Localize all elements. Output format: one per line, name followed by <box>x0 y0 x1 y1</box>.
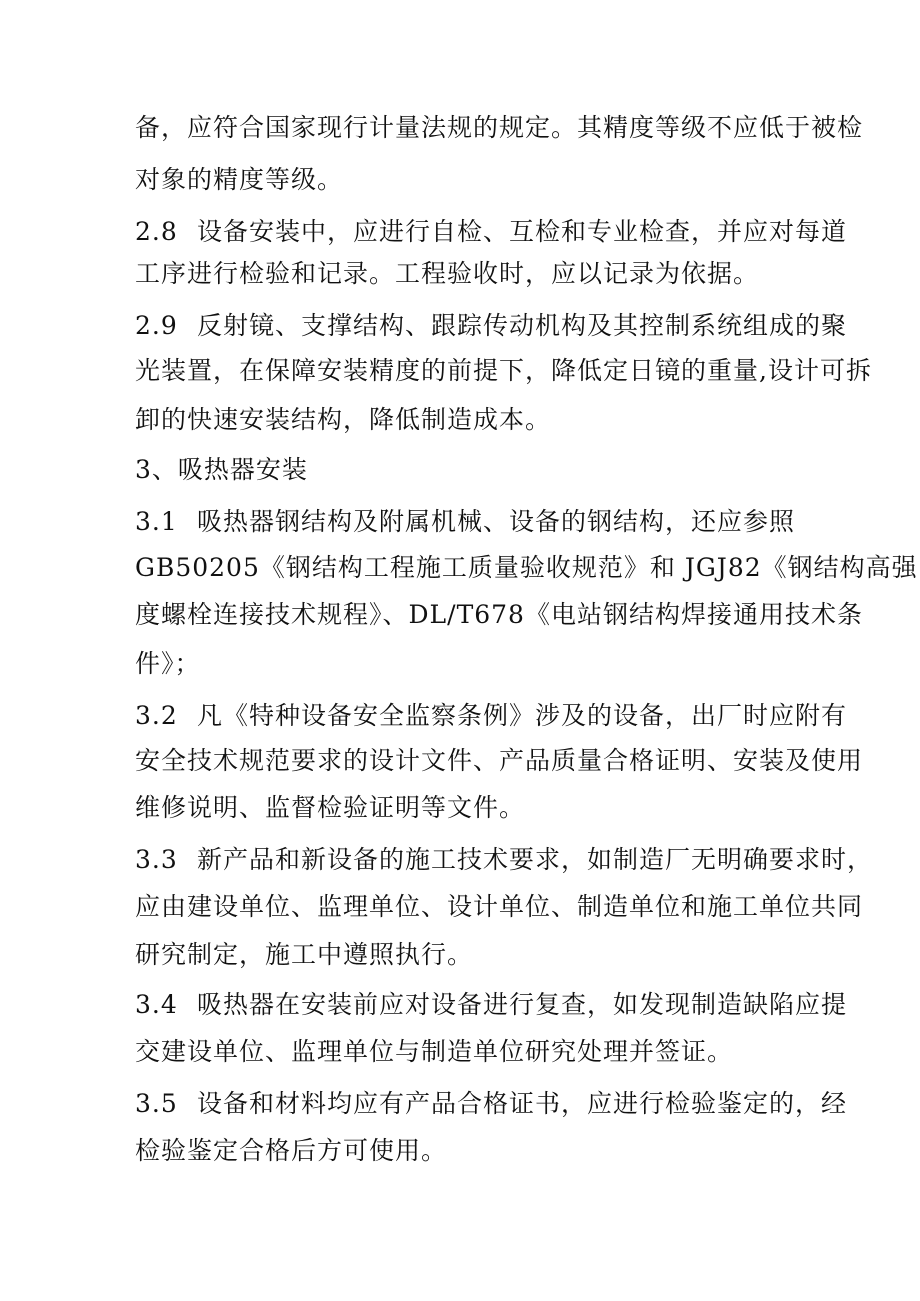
clause-line <box>135 502 795 542</box>
text-line <box>135 935 795 975</box>
clause-number: 3.2 <box>135 701 178 730</box>
line-text: 设备和材料均应有产品合格证书，应进行检验鉴定的，经 <box>197 1089 848 1118</box>
line-text: 应由建设单位、监理单位、设计单位、制造单位和施工单位共同 <box>135 892 864 921</box>
line-text: 吸热器在安装前应对设备进行复查，如发现制造缺陷应提 <box>197 990 848 1019</box>
text-line <box>135 351 872 391</box>
clause-line <box>135 985 848 1025</box>
clause-number: 2.8 <box>135 217 178 246</box>
clause-line <box>135 212 848 252</box>
text-line <box>135 1032 795 1072</box>
line-text: 安全技术规范要求的设计文件、产品质量合格证明、安装及使用 <box>135 746 864 775</box>
clause-number: 3.4 <box>135 990 178 1019</box>
line-text: 反射镜、支撑结构、跟踪传动机构及其控制系统组成的聚 <box>197 311 848 340</box>
line-text: 维修说明、监督检验证明等文件。 <box>135 793 526 822</box>
line-text: 对象的精度等级。 <box>135 165 344 194</box>
line-text: GB50205《钢结构工程施工质量验收规范》和 JGJ82《钢结构高强 <box>135 553 918 582</box>
text-line <box>135 548 918 588</box>
text-line <box>135 108 864 148</box>
line-text: 3、吸热器安装 <box>135 455 308 484</box>
clause-number: 3.5 <box>135 1089 178 1118</box>
text-line <box>135 595 863 635</box>
line-text: 凡《特种设备安全监察条例》涉及的设备，出厂时应附有 <box>197 701 848 730</box>
line-text: 工序进行检验和记录。工程验收时，应以记录为依据。 <box>135 259 760 288</box>
line-text: 件》； <box>135 649 201 678</box>
text-line <box>135 741 864 781</box>
text-line <box>135 1131 795 1171</box>
line-text: 检验鉴定合格后方可使用。 <box>135 1136 448 1165</box>
text-line <box>135 887 864 927</box>
clause-number: 3.1 <box>135 507 178 536</box>
line-text: 设备安装中，应进行自检、互检和专业检查，并应对每道 <box>197 217 848 246</box>
line-text: 光装置，在保障安装精度的前提下，降低定日镜的重量,设计可拆 <box>135 356 872 385</box>
clause-number: 2.9 <box>135 311 178 340</box>
line-text: 新产品和新设备的施工技术要求，如制造厂无明确要求时， <box>197 845 874 874</box>
text-line <box>135 160 795 200</box>
section-heading <box>135 450 795 490</box>
text-line <box>135 400 795 440</box>
clause-line <box>135 1084 848 1124</box>
line-text: 度螺栓连接技术规程》、DL/T678《电站钢结构焊接通用技术条 <box>135 600 863 629</box>
clause-line <box>135 696 848 736</box>
clause-number: 3.3 <box>135 845 178 874</box>
clause-line <box>135 306 848 346</box>
clause-line <box>135 840 874 880</box>
line-text: 交建设单位、监理单位与制造单位研究处理并签证。 <box>135 1037 734 1066</box>
line-text: 备，应符合国家现行计量法规的规定。其精度等级不应低于被检 <box>135 113 864 142</box>
line-text: 研究制定，施工中遵照执行。 <box>135 940 474 969</box>
text-line <box>135 788 795 828</box>
line-text: 吸热器钢结构及附属机械、设备的钢结构，还应参照 <box>197 507 796 536</box>
line-text: 卸的快速安装结构，降低制造成本。 <box>135 405 552 434</box>
text-line <box>135 644 795 684</box>
text-line <box>135 254 795 294</box>
